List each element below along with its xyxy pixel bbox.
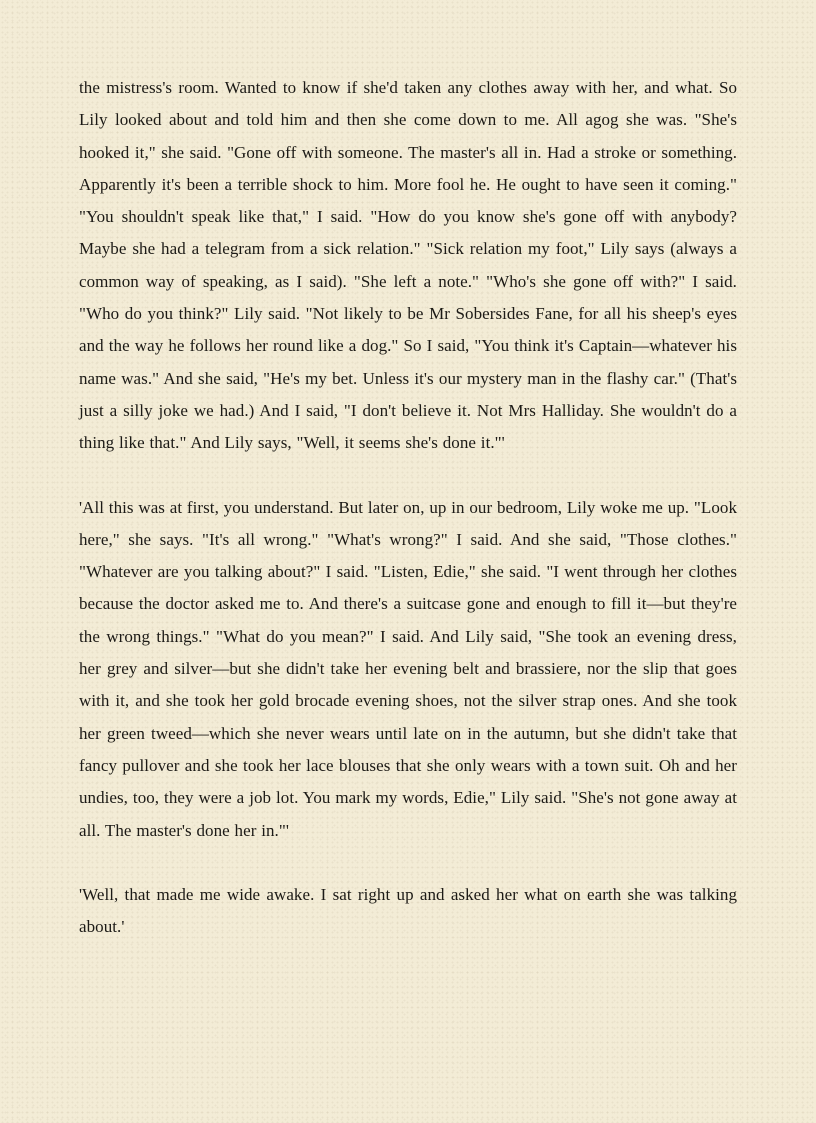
paragraph-3: 'Well, that made me wide awake. I sat right up and asked her what on earth she was talking about.' — [79, 884, 737, 937]
paragraph-2: 'All this was at first, you understand. But later on, up in our bedroom, Lily woke me up. "Look here," she says. "It's all wrong." "What's wrong?" I said. And she said, "Those clothes." "Whatever are you talking about?" I said. "Listen, Edie," she said. "I went through her clothes because the doctor asked me to. And there's a suitcase gone and enough to fill it—but they're the wrong things." "What do you mean?" I said. And Lily said, "She took an evening dress, her grey and silver—but she didn't take her evening belt and brassiere, nor the slip that goes with it, and she took her gold brocade evening shoes, not the silver strap ones. And she took her green tweed—which she never wears until late on in the autumn, but she didn't take that fancy pullover and she took her lace blouses that she only wears with a town suit. Oh and her undies, too, they were a job lot. You mark my words, Edie," Lily said. "She's not gone away at all. The master's done her in."' — [79, 497, 737, 840]
paragraph-1: the mistress's room. Wanted to know if she'd taken any clothes away with her, and what. So Lily looked about and told him and then she come down to me. All agog she was. "She's hooked it," she said. "Gone off with someone. The master's all in. Had a stroke or something. Apparently it's been a terrible shock to him. More fool he. He ought to have seen it coming." "You shouldn't speak like that," I said. "How do you know she's gone off with anybody? Maybe she had a telegram from a sick relation." "Sick relation my foot," Lily says (always a common way of speaking, as I said). "She left a note." "Who's she gone off with?" I said. "Who do you think?" Lily said. "Not likely to be Mr Sobersides Fane, for all his sheep's eyes and the way he follows her round like a dog." So I said, "You think it's Captain—whatever his name was." And she said, "He's my bet. Unless it's our mystery man in the flashy car." (That's just a silly joke we had.) And I said, "I don't believe it. Not Mrs Halliday. She wouldn't do a thing like that." And Lily says, "Well, it seems she's done it."' — [79, 78, 737, 453]
